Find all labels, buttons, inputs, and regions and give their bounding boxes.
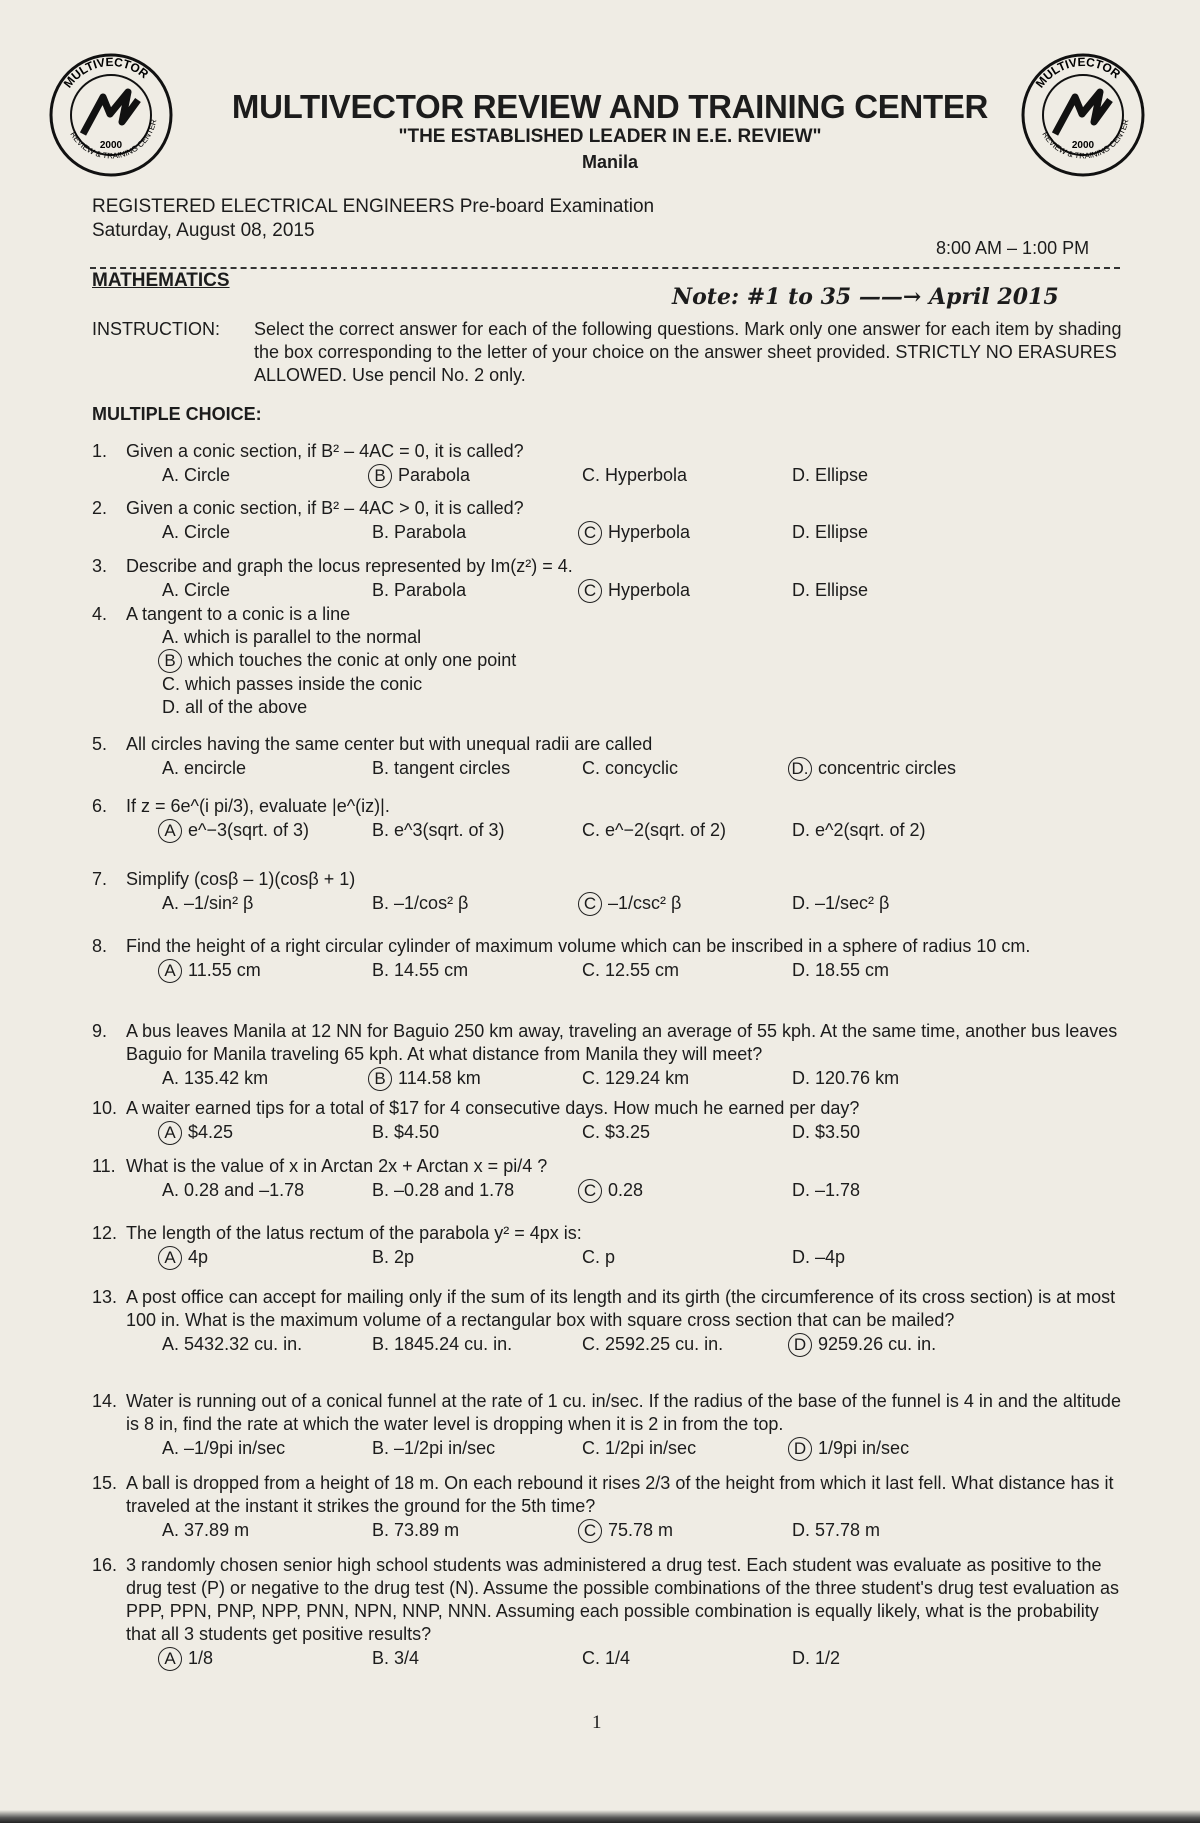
question-item: [92, 603, 1132, 719]
marked-option-letter: C: [578, 579, 602, 603]
option-text: 135.42 km: [184, 1068, 269, 1088]
option-text: Ellipse: [815, 580, 869, 600]
marked-option-letter: B: [368, 464, 392, 488]
option-text: 73.89 m: [394, 1520, 460, 1540]
question-number: 2.: [92, 498, 108, 518]
answer-option[interactable]: [792, 464, 868, 487]
answer-option[interactable]: [372, 1333, 512, 1356]
question-stem: A ball is dropped from a height of 18 m. On each rebound it rises 2/3 of the height from which it last fell. What distance has it traveled at the instant it strikes the ground for the 5th time?: [126, 1473, 1114, 1516]
org-name: MULTIVECTOR REVIEW AND TRAINING CENTER: [231, 88, 989, 125]
option-letter: A.: [162, 580, 180, 600]
question-stem: Describe and graph the locus represented by Im(z²) = 4.: [126, 556, 573, 576]
option-letter: B.: [372, 820, 390, 840]
option-text: 4p: [188, 1247, 209, 1267]
question-item: [92, 1222, 1132, 1270]
question-item: [92, 497, 1132, 545]
answer-option[interactable]: [582, 1647, 630, 1670]
option-letter: D.: [792, 465, 810, 485]
option-letter: D.: [792, 1648, 810, 1668]
scan-edge: [0, 1810, 1200, 1823]
option-letter: C.: [582, 1122, 600, 1142]
question-number: 1.: [92, 441, 108, 461]
answer-option[interactable]: [582, 1519, 673, 1543]
answer-option[interactable]: [582, 521, 690, 545]
option-letter: A.: [162, 627, 180, 647]
option-text: –1/sec² β: [815, 893, 890, 913]
option-text: e^−3(sqrt. of 3): [188, 820, 310, 840]
option-text: all of the above: [185, 697, 308, 717]
instruction-label: INSTRUCTION:: [92, 319, 220, 339]
subject-title: MATHEMATICS: [92, 270, 230, 291]
answer-option[interactable]: [372, 1647, 419, 1670]
question-item: [92, 935, 1132, 983]
marked-option-letter: D: [788, 1333, 812, 1357]
answer-option[interactable]: [792, 1647, 840, 1670]
option-letter: B.: [372, 522, 390, 542]
answer-option[interactable]: [372, 757, 510, 780]
option-letter: B.: [372, 1180, 390, 1200]
svg-text:MULTIVECTOR: MULTIVECTOR: [1032, 54, 1124, 91]
option-text: 1/8: [188, 1648, 214, 1668]
answer-option[interactable]: [162, 1437, 285, 1460]
question-item: [92, 1286, 1132, 1357]
option-text: 75.78 m: [608, 1520, 674, 1540]
answer-option[interactable]: [372, 1246, 414, 1269]
question-number: 5.: [92, 734, 108, 754]
option-text: –0.28 and 1.78: [394, 1180, 515, 1200]
option-letter: A.: [162, 893, 180, 913]
marked-option-letter: B: [158, 649, 182, 673]
option-letter: D.: [792, 1520, 810, 1540]
answer-option[interactable]: [372, 1519, 459, 1542]
option-text: p: [605, 1247, 616, 1267]
question-item: [92, 1554, 1132, 1671]
option-text: 2p: [394, 1247, 415, 1267]
answer-option[interactable]: [582, 819, 726, 842]
svg-text:REVIEW & TRAINING CENTER: REVIEW & TRAINING CENTER: [1040, 118, 1131, 161]
answer-option[interactable]: [372, 521, 466, 544]
question-stem: A tangent to a conic is a line: [126, 604, 351, 624]
option-letter: D.: [792, 1122, 810, 1142]
answer-option[interactable]: [372, 1179, 514, 1202]
answer-option[interactable]: [792, 521, 868, 544]
answer-option[interactable]: [162, 1246, 208, 1270]
exam-time: 8:00 AM – 1:00 PM: [936, 238, 1090, 258]
marked-option-letter: A: [158, 959, 182, 983]
option-text: Parabola: [394, 580, 467, 600]
option-text: $3.25: [605, 1122, 651, 1142]
tagline: "THE ESTABLISHED LEADER IN E.E. REVIEW": [398, 126, 822, 147]
divider: [90, 267, 1120, 269]
option-text: –1.78: [815, 1180, 861, 1200]
answer-option[interactable]: [582, 1179, 643, 1203]
option-text: 1/2: [815, 1648, 841, 1668]
answer-option[interactable]: [162, 649, 1132, 673]
answer-option[interactable]: [792, 892, 889, 915]
option-letter: C.: [582, 1068, 600, 1088]
question-number: 13.: [92, 1287, 118, 1307]
question-number: 10.: [92, 1098, 118, 1118]
option-letter: B.: [372, 1247, 390, 1267]
answer-option[interactable]: [162, 1519, 249, 1542]
option-text: $4.50: [394, 1122, 440, 1142]
option-text: 14.55 cm: [394, 960, 469, 980]
question-item: [92, 868, 1132, 916]
option-text: which passes inside the conic: [185, 674, 423, 694]
option-text: 12.55 cm: [605, 960, 680, 980]
answer-option[interactable]: [792, 1437, 909, 1461]
answer-option[interactable]: [162, 819, 309, 843]
option-letter: A.: [162, 1520, 180, 1540]
option-letter: A.: [162, 1180, 180, 1200]
option-text: e^−2(sqrt. of 2): [605, 820, 727, 840]
question-item: [92, 733, 1132, 781]
answer-option[interactable]: [162, 1121, 233, 1145]
question-item: [92, 1155, 1132, 1203]
question-item: [92, 1097, 1132, 1145]
option-letter: D.: [792, 960, 810, 980]
option-letter: A.: [162, 758, 180, 778]
option-letter: B.: [372, 1334, 390, 1354]
question-stem: The length of the latus rectum of the parabola y² = 4px is:: [126, 1223, 582, 1243]
option-letter: A.: [162, 1438, 180, 1458]
option-letter: A.: [162, 522, 180, 542]
question-number: 3.: [92, 556, 108, 576]
option-letter: C.: [582, 758, 600, 778]
option-letter: C.: [582, 1334, 600, 1354]
option-letter: B.: [372, 1520, 390, 1540]
svg-text:REVIEW & TRAINING CENTER: REVIEW & TRAINING CENTER: [68, 118, 159, 161]
marked-option-letter: A: [158, 819, 182, 843]
option-letter: D.: [792, 1068, 810, 1088]
question-stem: What is the value of x in Arctan 2x + Arctan x = pi/4 ?: [126, 1156, 548, 1176]
option-text: 1/4: [605, 1648, 631, 1668]
option-text: 3/4: [394, 1648, 420, 1668]
option-letter: B.: [372, 893, 390, 913]
answer-option[interactable]: [792, 1121, 860, 1144]
answer-option[interactable]: [372, 1437, 495, 1460]
option-text: 2592.25 cu. in.: [605, 1334, 724, 1354]
option-letter: C.: [582, 1247, 600, 1267]
answer-option[interactable]: [162, 579, 230, 602]
marked-option-letter: C: [578, 521, 602, 545]
option-letter: C.: [582, 1438, 600, 1458]
option-text: Ellipse: [815, 522, 869, 542]
option-letter: B.: [372, 960, 390, 980]
question-number: 8.: [92, 936, 108, 956]
option-letter: A.: [162, 1068, 180, 1088]
instruction: [92, 318, 1122, 387]
option-text: –1/cos² β: [394, 893, 469, 913]
question-number: 9.: [92, 1021, 108, 1041]
option-text: Parabola: [398, 465, 471, 485]
option-text: 1845.24 cu. in.: [394, 1334, 513, 1354]
option-text: which touches the conic at only one point: [188, 650, 517, 670]
option-letter: A.: [162, 1334, 180, 1354]
option-letter: D.: [792, 1180, 810, 1200]
marked-option-letter: C: [578, 1179, 602, 1203]
instruction-text: Select the correct answer for each of the following questions. Mark only one answer for each item by shading the box corresponding to the letter of your choice on the answer sheet provided. STRICTLY NO ERASURES ALLOWED. Use pencil No. 2 only.: [254, 319, 1122, 385]
answer-option[interactable]: [582, 1067, 689, 1090]
question-item: [92, 1390, 1132, 1461]
option-text: which is parallel to the normal: [184, 627, 422, 647]
option-text: 57.78 m: [815, 1520, 881, 1540]
question-item: [92, 555, 1132, 603]
option-text: Circle: [184, 465, 231, 485]
option-text: 9259.26 cu. in.: [818, 1334, 937, 1354]
answer-option[interactable]: [162, 959, 261, 983]
answer-option[interactable]: [792, 959, 889, 982]
option-letter: B.: [372, 1648, 390, 1668]
exam-title: REGISTERED ELECTRICAL ENGINEERS Pre-board Examination: [92, 196, 655, 217]
option-text: –4p: [815, 1247, 846, 1267]
answer-option[interactable]: [582, 464, 687, 487]
option-letter: D.: [792, 580, 810, 600]
option-letter: C.: [162, 674, 180, 694]
option-text: 11.55 cm: [188, 960, 261, 980]
question-number: 7.: [92, 869, 108, 889]
marked-option-letter: C: [578, 1519, 602, 1543]
question-item: [92, 440, 1132, 488]
option-text: Parabola: [394, 522, 467, 542]
answer-option[interactable]: [582, 1333, 723, 1356]
answer-option[interactable]: [582, 757, 678, 780]
answer-option[interactable]: [582, 579, 690, 603]
option-text: 1/9pi in/sec: [818, 1438, 910, 1458]
marked-option-letter: A: [158, 1647, 182, 1671]
question-stem: A bus leaves Manila at 12 NN for Baguio 250 km away, traveling an average of 55 kph. At the same time, another bus leaves Baguio for Manila traveling 65 kph. At what distance from Manila they will meet?: [126, 1021, 1118, 1064]
option-text: 114.58 km: [398, 1068, 481, 1088]
option-text: 18.55 cm: [815, 960, 890, 980]
handwritten-note: Note: #1 to 35 ——→ April 2015: [672, 284, 1059, 310]
question-number: 12.: [92, 1223, 118, 1243]
answer-option[interactable]: [372, 892, 468, 915]
option-text: 0.28: [608, 1180, 644, 1200]
marked-option-letter: D: [788, 1437, 812, 1461]
option-text: e^2(sqrt. of 2): [815, 820, 926, 840]
answer-option[interactable]: [372, 579, 466, 602]
answer-option[interactable]: [582, 959, 679, 982]
answer-option[interactable]: [372, 1121, 439, 1144]
question-stem: A post office can accept for mailing only if the sum of its length and its girth (the circumference of its cross section) is at most 100 in. What is the maximum volume of a rectangular box with square cross section that can be mailed?: [126, 1287, 1116, 1330]
option-text: tangent circles: [394, 758, 511, 778]
option-text: Ellipse: [815, 465, 869, 485]
option-text: Hyperbola: [608, 580, 691, 600]
option-letter: B.: [372, 1122, 390, 1142]
answer-option[interactable]: [582, 1246, 615, 1269]
answer-option[interactable]: [792, 1333, 936, 1357]
multivector-logo-left: [48, 52, 174, 178]
answer-option[interactable]: [372, 819, 505, 842]
answer-option[interactable]: [582, 1121, 650, 1144]
question-stem: If z = 6e^(i pi/3), evaluate |e^(iz)|.: [126, 796, 390, 816]
option-text: concentric circles: [818, 758, 957, 778]
option-letter: C.: [582, 1648, 600, 1668]
section-title: MULTIPLE CHOICE:: [92, 404, 262, 424]
answer-option[interactable]: [162, 1179, 304, 1202]
option-text: encircle: [184, 758, 247, 778]
marked-option-letter: A: [158, 1246, 182, 1270]
option-text: $4.25: [188, 1122, 234, 1142]
answer-option[interactable]: [162, 696, 1132, 719]
marked-option-letter: B: [368, 1067, 392, 1091]
answer-option[interactable]: [792, 1179, 860, 1202]
answer-option[interactable]: [792, 1067, 899, 1090]
answer-option[interactable]: [372, 959, 468, 982]
answer-option[interactable]: [792, 1519, 880, 1542]
question-number: 16.: [92, 1555, 118, 1575]
question-number: 15.: [92, 1473, 118, 1493]
option-text: Hyperbola: [608, 522, 691, 542]
option-text: –1/2pi in/sec: [394, 1438, 496, 1458]
answer-option[interactable]: [162, 673, 1132, 696]
option-letter: B.: [372, 580, 390, 600]
option-text: Circle: [184, 580, 231, 600]
question-stem: All circles having the same center but with unequal radii are called: [126, 734, 653, 754]
option-text: 0.28 and –1.78: [184, 1180, 305, 1200]
answer-option[interactable]: [372, 464, 470, 488]
question-stem: Simplify (cosβ – 1)(cosβ + 1): [126, 869, 356, 889]
svg-text:2000: 2000: [1071, 140, 1095, 151]
answer-option[interactable]: [792, 819, 926, 842]
answer-option[interactable]: [162, 757, 246, 780]
answer-option[interactable]: [372, 1067, 481, 1091]
marked-option-letter: A: [158, 1121, 182, 1145]
question-stem: Find the height of a right circular cylinder of maximum volume which can be inscribed in a sphere of radius 10 cm.: [126, 936, 1031, 956]
question-number: 11.: [92, 1156, 116, 1176]
answer-option[interactable]: [792, 757, 956, 781]
page-number: 1: [592, 1712, 602, 1733]
question-number: 14.: [92, 1391, 118, 1411]
multivector-logo-right: [1020, 52, 1146, 178]
option-text: e^3(sqrt. of 3): [394, 820, 505, 840]
option-letter: D.: [792, 1247, 810, 1267]
option-text: –1/sin² β: [184, 893, 254, 913]
question-stem: Given a conic section, if B² – 4AC > 0, it is called?: [126, 498, 524, 518]
option-letter: D.: [162, 697, 180, 717]
answer-option[interactable]: [582, 892, 681, 916]
question-item: [92, 795, 1132, 843]
answer-option[interactable]: [582, 1437, 696, 1460]
city: Manila: [581, 152, 638, 172]
option-text: –1/9pi in/sec: [184, 1438, 286, 1458]
option-letter: B.: [372, 1438, 390, 1458]
option-text: $3.50: [815, 1122, 861, 1142]
option-letter: D.: [792, 893, 810, 913]
answer-option[interactable]: [792, 1246, 845, 1269]
answer-option[interactable]: [162, 1067, 268, 1090]
question-number: 6.: [92, 796, 108, 816]
option-text: 37.89 m: [184, 1520, 250, 1540]
option-text: –1/csc² β: [608, 893, 682, 913]
question-stem: Given a conic section, if B² – 4AC = 0, it is called?: [126, 441, 524, 461]
option-text: 120.76 km: [815, 1068, 900, 1088]
marked-option-letter: D.: [788, 757, 812, 781]
option-text: concyclic: [605, 758, 679, 778]
option-letter: C.: [582, 820, 600, 840]
option-letter: D.: [792, 522, 810, 542]
option-text: 1/2pi in/sec: [605, 1438, 697, 1458]
question-item: [92, 1020, 1132, 1091]
answer-option[interactable]: [162, 892, 253, 915]
question-number: 4.: [92, 604, 108, 624]
question-stem: A waiter earned tips for a total of $17 for 4 consecutive days. How much he earned per day?: [126, 1098, 860, 1118]
answer-option[interactable]: [162, 464, 230, 487]
option-letter: C.: [582, 960, 600, 980]
svg-text:2000: 2000: [99, 140, 123, 151]
option-letter: B.: [372, 758, 390, 778]
option-text: Circle: [184, 522, 231, 542]
option-letter: D.: [792, 820, 810, 840]
option-text: 129.24 km: [605, 1068, 690, 1088]
answer-option[interactable]: [162, 1333, 302, 1356]
question-item: [92, 1472, 1132, 1543]
answer-option[interactable]: [162, 1647, 213, 1671]
option-letter: A.: [162, 465, 180, 485]
option-letter: C.: [582, 465, 600, 485]
svg-text:MULTIVECTOR: MULTIVECTOR: [60, 54, 152, 91]
answer-option[interactable]: [162, 521, 230, 544]
question-stem: 3 randomly chosen senior high school students was administered a drug test. Each student was evaluate as positive to the drug test (P) or negative to the drug test (N). Assume the possible combinations of the three student's drug test evaluation as PPP, PPN, PNP, NPP, PNN, NPN, NNP, NNN. Assuming each possible combination is equally likely, what is the probability that all 3 students get positive results?: [126, 1555, 1119, 1644]
option-text: Hyperbola: [605, 465, 688, 485]
option-text: 5432.32 cu. in.: [184, 1334, 303, 1354]
answer-option[interactable]: [792, 579, 868, 602]
question-stem: Water is running out of a conical funnel at the rate of 1 cu. in/sec. If the radius of the base of the funnel is 4 in and the altitude is 8 in, find the rate at which the water level is dropping when it is 2 in from the top.: [126, 1391, 1121, 1434]
marked-option-letter: C: [578, 892, 602, 916]
exam-date: Saturday, August 08, 2015: [92, 220, 315, 241]
answer-option[interactable]: [162, 626, 1132, 649]
